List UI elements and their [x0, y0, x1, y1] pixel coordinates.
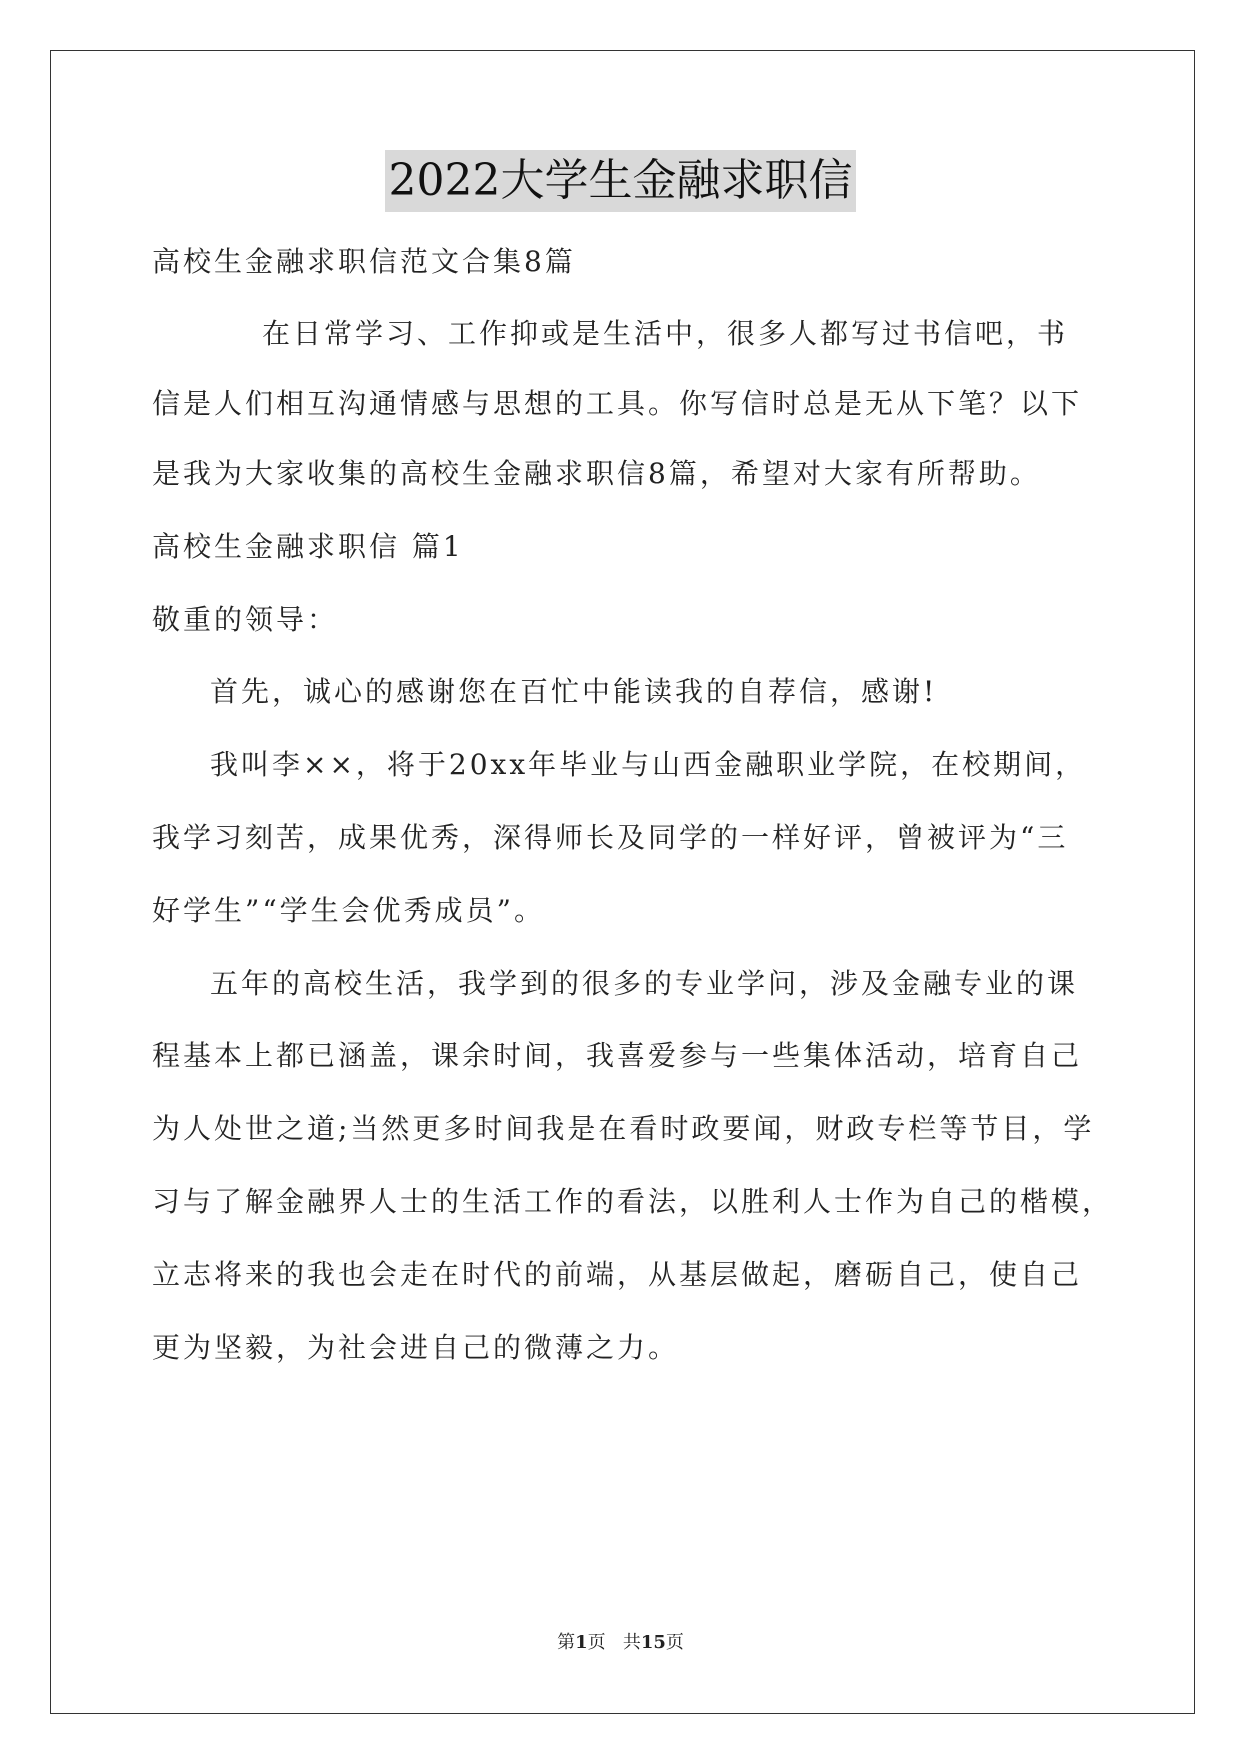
footer-total-pages: 15 — [640, 1632, 666, 1653]
title-container — [0, 150, 1241, 212]
body-line-1: 首先，诚心的感谢您在百忙中能读我的自荐信，感谢! — [210, 675, 938, 708]
body-line-10: 更为坚毅，为社会进自己的微薄之力。 — [152, 1331, 680, 1364]
subtitle-line: 高校生金融求职信范文合集8篇 — [152, 245, 576, 278]
body-line-4: 好学生”“学生会优秀成员”。 — [152, 894, 545, 927]
section-heading: 高校生金融求职信 篇1 — [152, 530, 464, 563]
body-line-8: 习与了解金融界人士的生活工作的看法，以胜利人士作为自己的楷模， — [152, 1185, 1114, 1218]
body-line-2: 我叫李××，将于20xx年毕业与山西金融职业学院，在校期间， — [210, 748, 1087, 781]
body-line-5: 五年的高校生活，我学到的很多的专业学问，涉及金融专业的课 — [210, 967, 1079, 1000]
body-line-7: 为人处世之道;当然更多时间我是在看时政要闻，财政专栏等节目，学 — [152, 1112, 1095, 1145]
document-title: 2022大学生金融求职信 — [385, 150, 857, 212]
footer-page-suffix: 页 — [587, 1632, 606, 1653]
intro-line-2: 信是人们相互沟通情感与思想的工具。你写信时总是无从下笔？以下 — [152, 387, 1083, 420]
body-line-9: 立志将来的我也会走在时代的前端，从基层做起，磨砺自己，使自己 — [152, 1258, 1083, 1291]
intro-line-3: 是我为大家收集的高校生金融求职信8篇，希望对大家有所帮助。 — [152, 457, 1041, 490]
footer-prefix: 第 — [557, 1632, 576, 1653]
page-footer — [0, 1628, 1241, 1654]
intro-line-1: 在日常学习、工作抑或是生活中，很多人都写过书信吧，书 — [262, 317, 1069, 350]
footer-page-number: 1 — [575, 1632, 588, 1653]
body-line-3: 我学习刻苦，成果优秀，深得师长及同学的一样好评，曾被评为“三 — [152, 821, 1069, 854]
footer-total-prefix: 共 — [622, 1632, 641, 1653]
footer-total-suffix: 页 — [665, 1632, 684, 1653]
page-border — [50, 50, 1195, 1714]
salutation: 敬重的领导： — [152, 603, 339, 636]
body-line-6: 程基本上都已涵盖，课余时间，我喜爱参与一些集体活动，培育自己 — [152, 1039, 1083, 1072]
